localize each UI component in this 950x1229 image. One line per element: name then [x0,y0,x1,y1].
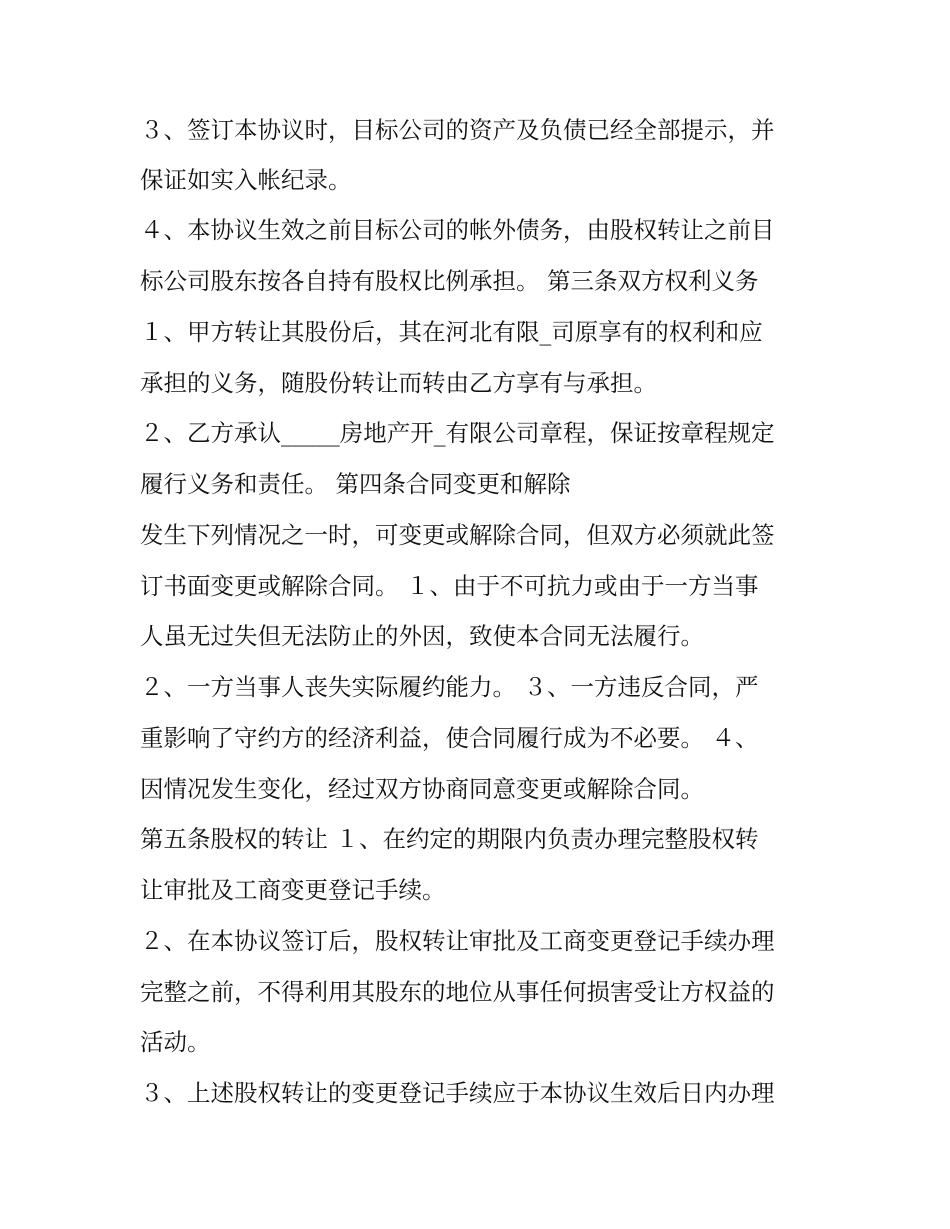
text-line: 订书面变更或解除合同。 １、由于不可抗力或由于一方当事 [140,572,759,600]
text-line: 因情况发生变化，经过双方协商同意变更或解除合同。 [140,775,704,803]
text-line: ４、本协议生效之前目标公司的帐外债务，由股权转让之前目 [140,216,775,244]
text-line: 标公司股东按各自持有股权比例承担。 第三条双方权利义务 [140,267,759,295]
text-line: ３、上述股权转让的变更登记手续应于本协议生效后日内办理 [140,1079,775,1107]
text-line: 发生下列情况之一时，可变更或解除合同，但双方必须就此签 [140,521,775,549]
text-line: ２、乙方承认_____房地产开_有限公司章程，保证按章程规定 [140,419,775,447]
text-line: 第五条股权的转让 １、在约定的期限内负责办理完整股权转 [140,825,759,853]
text-line: 重影响了守约方的经济利益，使合同履行成为不必要。 ４、 [140,724,759,752]
text-line: ３、签订本协议时，目标公司的资产及负债已经全部提示，并 [140,116,775,144]
text-line: 人虽无过失但无法防止的外因，致使本合同无法履行。 [140,622,704,650]
text-line: 履行义务和责任。 第四条合同变更和解除 [140,470,571,498]
text-line: 让审批及工商变更登记手续。 [140,876,446,904]
text-line: ２、一方当事人丧失实际履约能力。 ３、一方违反合同，严 [140,673,759,701]
text-line: ２、在本协议签订后，股权转让审批及工商变更登记手续办理 [140,927,775,955]
text-line: 完整之前，不得利用其股东的地位从事任何损害受让方权益的 [140,978,775,1006]
text-line: 承担的义务，随股份转让而转由乙方享有与承担。 [140,369,657,397]
text-line: １、甲方转让其股份后，其在河北有限_司原享有的权利和应 [140,318,763,346]
text-line: 保证如实入帐纪录。 [140,166,352,194]
text-line: 活动。 [140,1028,211,1056]
